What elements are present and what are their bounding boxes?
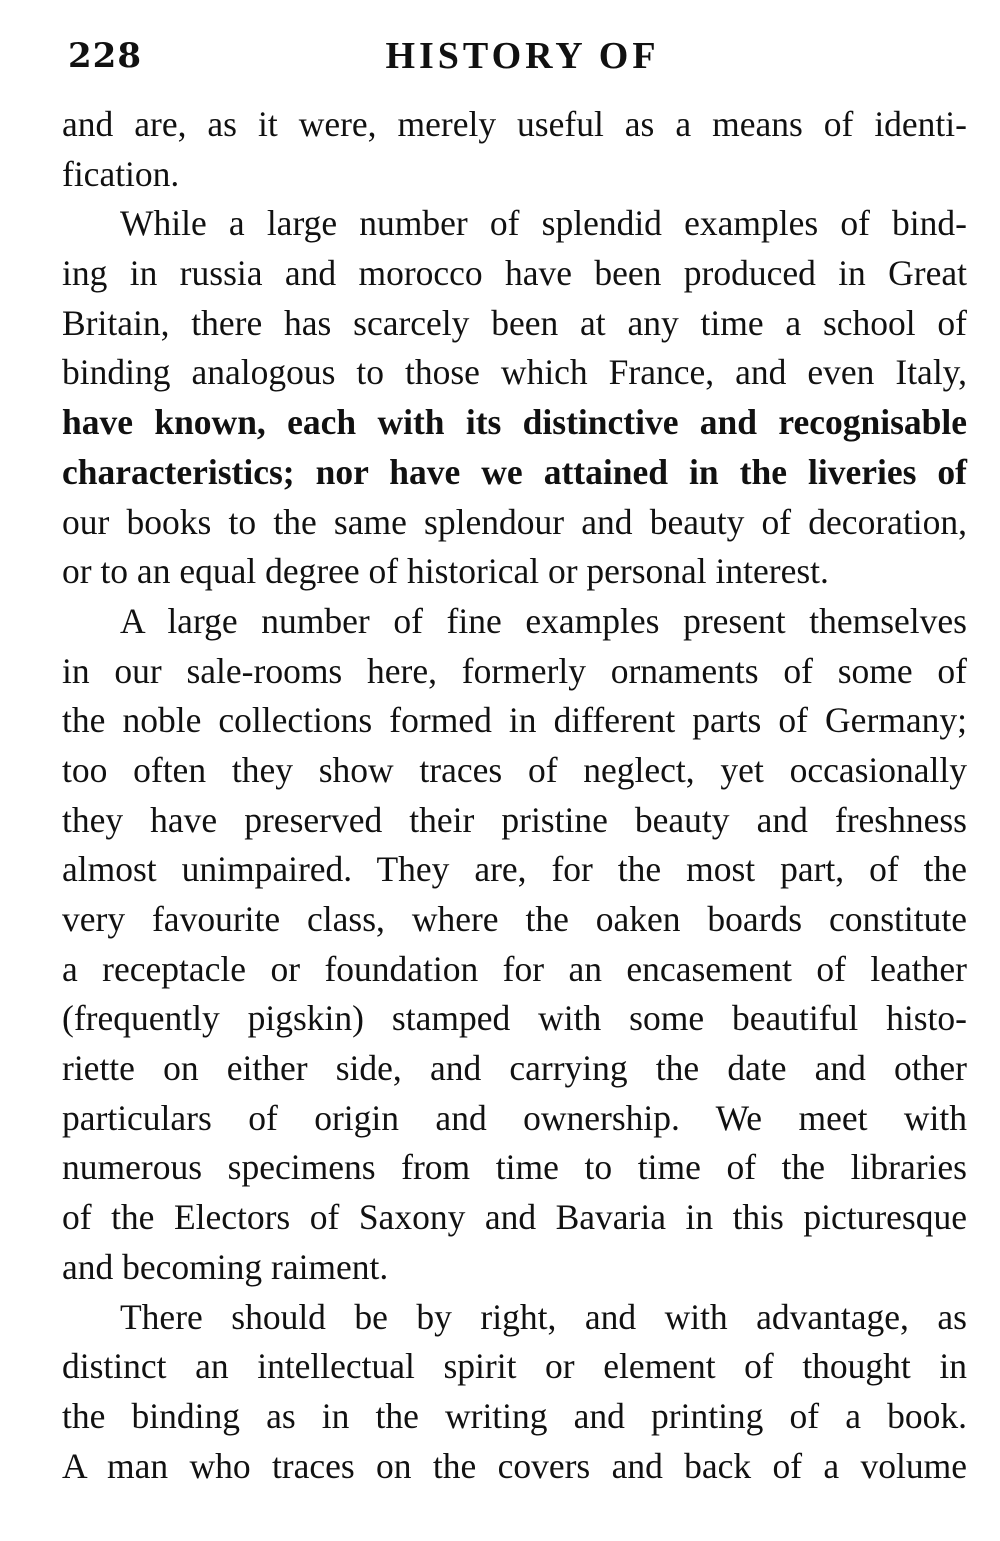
text-line: numerous specimens from time to time of the libraries bbox=[62, 1147, 967, 1188]
body-text bbox=[62, 100, 967, 1491]
text-line: our books to the same splendour and beauty of decoration, bbox=[62, 501, 967, 542]
text-line: they have preserved their pristine beauty and freshness bbox=[62, 799, 967, 840]
text-line: of the Electors of Saxony and Bavaria in this picturesque bbox=[62, 1197, 967, 1238]
paragraph bbox=[62, 199, 967, 597]
text-line: the binding as in the writing and printing of a book. bbox=[62, 1395, 967, 1436]
text-line: particulars of origin and ownership. We meet with bbox=[62, 1097, 967, 1138]
text-line: almost unimpaired. They are, for the most part, of the bbox=[62, 849, 967, 890]
paragraph bbox=[62, 1293, 967, 1492]
page-number: 228 bbox=[68, 36, 142, 76]
text-line: ing in russia and morocco have been produced in Great bbox=[62, 253, 967, 294]
text-line: and are, as it were, merely useful as a means of identi- bbox=[62, 104, 967, 144]
text-line: distinct an intellectual spirit or element of thought in bbox=[62, 1346, 967, 1387]
text-line: There should be by right, and with advantage, as bbox=[120, 1296, 967, 1337]
text-line: binding analogous to those which France, and even Italy, bbox=[62, 352, 967, 393]
text-line: or to an equal degree of historical or personal interest. bbox=[62, 551, 829, 592]
text-line: and becoming raiment. bbox=[62, 1246, 389, 1287]
text-line: too often they show traces of neglect, yet occasionally bbox=[62, 749, 967, 790]
text-line: A man who traces on the covers and back of a volume bbox=[62, 1445, 967, 1486]
text-line: While a large number of splendid examples of bind- bbox=[120, 203, 967, 244]
running-head: HISTORY OF bbox=[385, 35, 660, 77]
text-line: the noble collections formed in different parts of Germany; bbox=[62, 700, 967, 741]
page-header bbox=[60, 30, 965, 80]
text-line: characteristics; nor have we attained in the liveries of bbox=[62, 451, 967, 492]
text-line: A large number of fine examples present themselves bbox=[120, 600, 967, 641]
text-line: fication. bbox=[62, 153, 180, 194]
paragraph bbox=[62, 100, 967, 199]
text-line: (frequently pigskin) stamped with some beautiful histo- bbox=[62, 998, 967, 1039]
text-line: have known, each with its distinctive and recognisable bbox=[62, 402, 967, 443]
text-line: Britain, there has scarcely been at any time a school of bbox=[62, 302, 967, 343]
text-line: a receptacle or foundation for an encasement of leather bbox=[62, 948, 967, 989]
text-line: riette on either side, and carrying the date and other bbox=[62, 1048, 967, 1089]
paragraph bbox=[62, 597, 967, 1293]
text-line: in our sale-rooms here, formerly ornaments of some of bbox=[62, 650, 967, 691]
text-line: very favourite class, where the oaken boards constitute bbox=[62, 899, 967, 939]
